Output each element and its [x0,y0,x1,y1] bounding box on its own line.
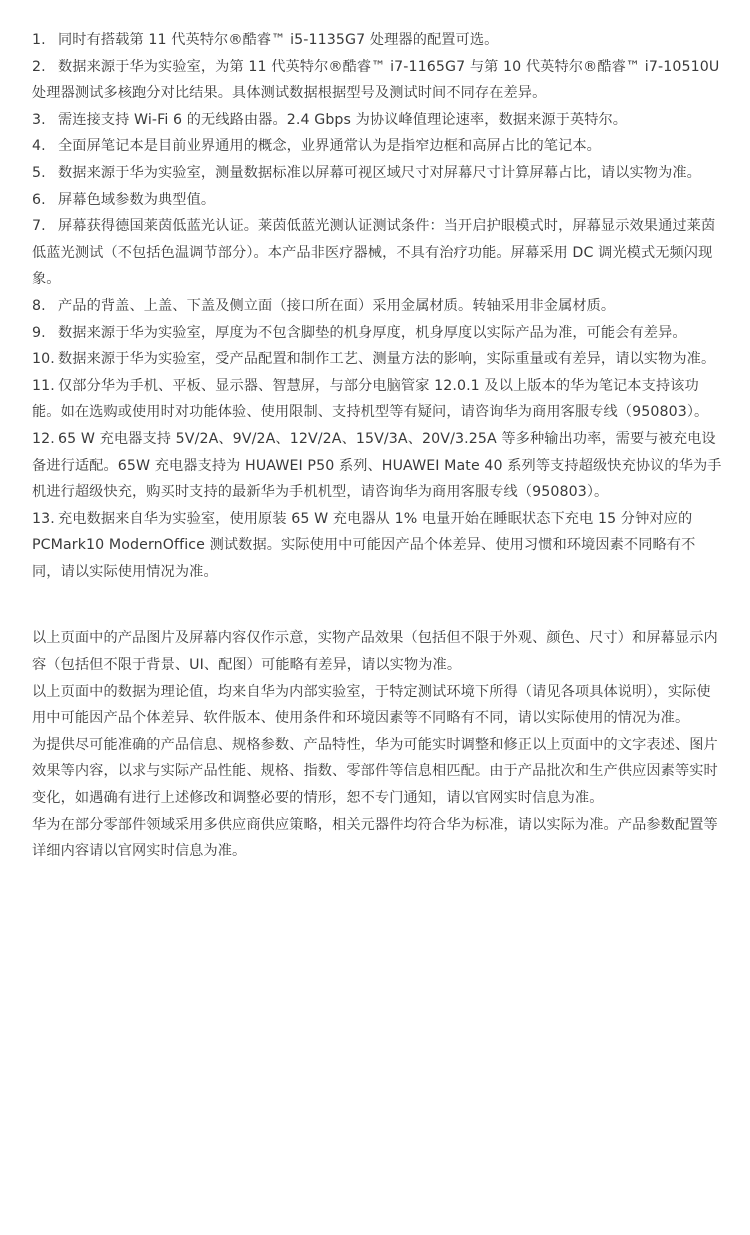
footnote-number: 12. [32,430,55,447]
footnote-text: 仅部分华为手机、平板、显示器、智慧屏，与部分电脑管家 12.0.1 及以上版本的华为笔记本支持该功能。如在选购或使用时对功能体验、使用限制、支持机型等有疑问，请咨询华为商用客服专线（950803）。 [32,377,709,421]
section-spacer [32,585,722,625]
footnote-number: 11. [32,377,55,394]
footnotes-page [32,27,722,865]
footnote-text: 数据来源于华为实验室，为第 11 代英特尔®酷睿™ i7-1165G7 与第 10 代英特尔®酷睿™ i7-10510U 处理器测试多核跑分对比结果。具体测试数据根据型号及测试时间不同存在差异。 [32,58,720,102]
footnote-number: 2. [32,58,46,75]
footnote-item [32,187,722,214]
footnote-item [32,54,722,107]
footnote-text: 数据来源于华为实验室，测量数据标准以屏幕可视区域尺寸对屏幕尺寸计算屏幕占比，请以实物为准。 [58,164,701,181]
disclaimer-paragraph: 为提供尽可能准确的产品信息、规格参数、产品特性，华为可能实时调整和修正以上页面中的文字表述、图片效果等内容，以求与实际产品性能、规格、指数、零部件等信息相匹配。由于产品批次和生产供应因素等实时变化，如遇确有进行上述修改和调整必要的情形，恕不专门通知，请以官网实时信息为准。 [32,736,718,807]
footnote-item [32,293,722,320]
disclaimer-paragraph: 以上页面中的数据为理论值，均来自华为内部实验室，于特定测试环境下所得（请见各项具体说明），实际使用中可能因产品个体差异、软件版本、使用条件和环境因素等不同略有不同，请以实际使用的情况为准。 [32,683,711,727]
footnote-item [32,107,722,134]
footnote-number: 5. [32,164,46,181]
footnote-item [32,346,722,373]
footnote-text: 屏幕色域参数为典型值。 [58,191,216,208]
disclaimer-paragraph: 以上页面中的产品图片及屏幕内容仅作示意，实物产品效果（包括但不限于外观、颜色、尺寸）和屏幕显示内容（包括但不限于背景、UI、配图）可能略有差异，请以实物为准。 [32,630,718,674]
footnote-item [32,160,722,187]
footnote-number: 9. [32,324,46,341]
footnote-item [32,426,722,506]
footnote-item [32,373,722,426]
footnote-text: 65 W 充电器支持 5V/2A、9V/2A、12V/2A、15V/3A、20V/3.25A 等多种输出功率，需要与被充电设备进行适配。65W 充电器支持为 HUAWEI P50 系列、HUAWEI Mate 40 系列等支持超级快充协议的华为手机进行超级快充，购买时支持的最新华为手机机型，请咨询华为商用客服专线（950803）。 [32,430,722,501]
footnote-text: 同时有搭载第 11 代英特尔®酷睿™ i5-1135G7 处理器的配置可选。 [58,32,499,48]
footnote-text: 产品的背盖、上盖、下盖及侧立面（接口所在面）采用金属材质。转轴采用非金属材质。 [58,297,616,314]
footnote-text: 数据来源于华为实验室，厚度为不包含脚垫的机身厚度，机身厚度以实际产品为准，可能会有差异。 [58,324,687,341]
disclaimer-section [32,625,722,864]
disclaimer-paragraph: 华为在部分零部件领域采用多供应商供应策略，相关元器件均符合华为标准，请以实际为准。产品参数配置等详细内容请以官网实时信息为准。 [32,816,718,860]
footnote-list [32,27,722,585]
footnote-text: 屏幕获得德国莱茵低蓝光认证。莱茵低蓝光测认证测试条件：当开启护眼模式时，屏幕显示效果通过莱茵低蓝光测试（不包括色温调节部分）。本产品非医疗器械，不具有治疗功能。屏幕采用 DC 调光模式无频闪现象。 [32,218,716,288]
footnote-item [32,506,722,586]
footnote-item [32,133,722,160]
footnote-text: 充电数据来自华为实验室，使用原装 65 W 充电器从 1% 电量开始在睡眠状态下充电 15 分钟对应的 PCMark10 ModernOffice 测试数据。实际使用中可能因产品个体差异、使用习惯和环境因素不同略有不同，请以实际使用情况为准。 [32,510,696,580]
footnote-text: 数据来源于华为实验室，受产品配置和制作工艺、测量方法的影响，实际重量或有差异，请以实物为准。 [58,351,716,368]
footnote-item [32,320,722,347]
footnote-number: 8. [32,297,46,314]
footnote-number: 7. [32,218,46,235]
footnote-item [32,213,722,293]
footnote-text: 全面屏笔记本是目前业界通用的概念，业界通常认为是指窄边框和高屏占比的笔记本。 [58,138,601,155]
footnote-number: 3. [32,111,46,128]
footnote-number: 4. [32,138,46,155]
footnote-item [32,27,722,54]
footnote-number: 1. [32,32,46,48]
footnote-number: 10. [32,351,55,368]
footnote-text: 需连接支持 Wi-Fi 6 的无线路由器。2.4 Gbps 为协议峰值理论速率，数据来源于英特尔。 [58,111,628,128]
footnote-number: 6. [32,191,46,208]
footnote-number: 13. [32,510,55,527]
